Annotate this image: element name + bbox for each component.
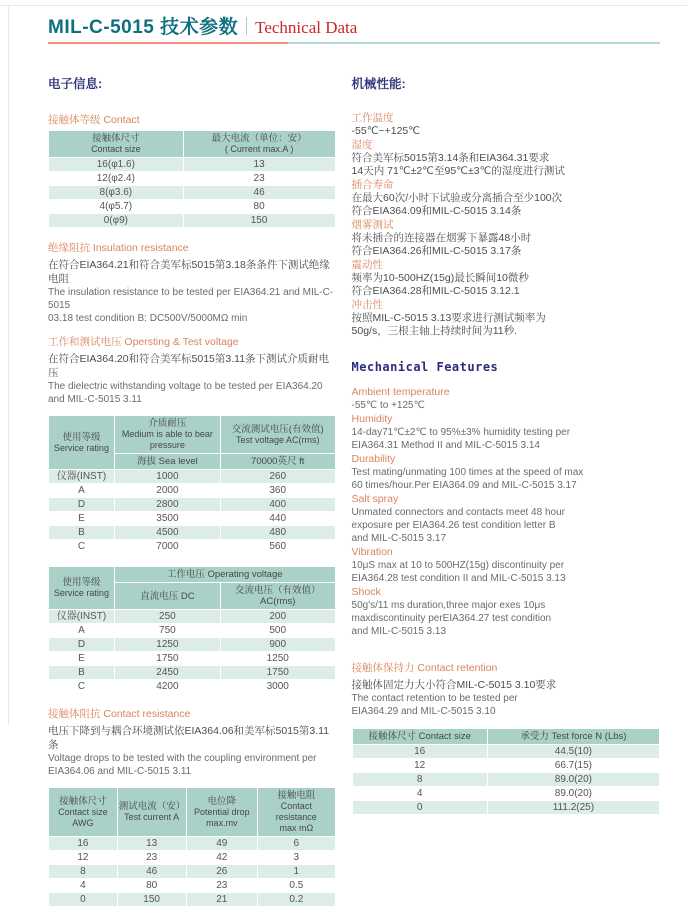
- table-header-cell: 接触体尺寸 Contact size AWG: [49, 788, 118, 837]
- table-cell: 3000: [220, 680, 335, 694]
- shock-section-zh: 冲击性 按照MIL-C-5015 3.13要求进行测试频率为 50g/s，三根主轴上持续时间为11秒.: [351, 299, 546, 337]
- humidity-section-zh: 湿度 符合美军标5015第3.14条和EIA364.31要求 14天内 71℃±2℃至95℃±3℃的湿度进行测试: [351, 139, 565, 177]
- table-cell: 21: [186, 893, 258, 907]
- table-header-cell: 接触体尺寸 Contact size: [352, 729, 487, 745]
- table-cell: 16: [352, 745, 487, 759]
- table-cell: 46: [117, 865, 186, 879]
- table-cell: 42: [186, 851, 258, 865]
- table-cell: 3: [258, 851, 335, 865]
- table-cell: 23: [117, 851, 186, 865]
- table-header-row: [49, 788, 336, 837]
- table-cell: B: [49, 666, 115, 680]
- table-cell: 12: [49, 851, 118, 865]
- vibration-section-en: Vibration 10μS max at 10 to 500HZ(15g) discontinuity per EIA364.28 test condition II and MIL-C-5015 3.13: [351, 546, 566, 584]
- table-cell: 200: [220, 610, 335, 624]
- insulation-resistance-text-en2: 03.18 test condition B: DC500V/5000MΩ min: [48, 313, 248, 324]
- table-cell: B: [49, 526, 115, 540]
- vibration-section-zh: 震动性 频率为10-500HZ(15g)最长瞬间10微秒 符合EIA364.28和MIL-C-5015 3.12.1: [351, 259, 529, 297]
- shock-section-en: Shock 50g's/11 ms duration,three major exes 10μs maxdiscontinuity perEIA364.27 test condition and MIL-C-5015 3.13: [351, 586, 552, 637]
- table-cell: A: [49, 484, 115, 498]
- table-cell: 400: [220, 498, 335, 512]
- contact-current-table: [48, 130, 336, 228]
- table-cell: 480: [220, 526, 335, 540]
- table-header-cell: 使用等级 Service rating: [49, 416, 115, 470]
- table-cell: 12: [352, 759, 487, 773]
- table-row: [49, 879, 336, 893]
- table-row: [49, 512, 336, 526]
- test-voltage-text-en2: and MIL-C-5015 3.11: [48, 394, 142, 405]
- table-cell: 2450: [114, 666, 220, 680]
- table-row: [49, 172, 336, 186]
- table-row: [49, 837, 336, 851]
- mechanical-info-column: [352, 74, 660, 919]
- table-cell: 13: [183, 158, 335, 172]
- table-header-cell: 承受力 Test force N (Lbs): [487, 729, 659, 745]
- table-cell: 4(φ5.7): [49, 200, 184, 214]
- table-cell: 13: [117, 837, 186, 851]
- table-cell: 1: [258, 865, 335, 879]
- mechanical-heading: 机械性能:: [351, 77, 406, 91]
- table-cell: 66.7(15): [487, 759, 659, 773]
- mechanical-features-heading: Mechanical Features: [351, 360, 499, 374]
- contact-resistance-text-en2: EIA364.06 and MIL-C-5015 3.11: [48, 766, 192, 777]
- contact-retention-section: [352, 660, 660, 718]
- table-cell: 26: [186, 865, 258, 879]
- contact-resistance-text-en: Voltage drops to be tested with the coupling environment per: [48, 753, 317, 764]
- contact-resistance-section: [48, 706, 336, 778]
- table-cell: D: [49, 498, 115, 512]
- work-temperature-section: 工作温度 -55℃~+125℃: [351, 112, 421, 137]
- table-cell: 23: [183, 172, 335, 186]
- table-row: [49, 484, 336, 498]
- table-cell: 440: [220, 512, 335, 526]
- contact-resistance-text-zh: 电压下降到与耦合环境测试依EIA364.06和美军标5015第3.11条: [48, 725, 330, 751]
- table-header-cell: 直流电压 DC: [114, 583, 220, 610]
- table-row: [49, 680, 336, 694]
- test-voltage-label: 工作和测试电压 Opersting & Test voltage: [48, 336, 239, 348]
- table-cell: 4: [352, 787, 487, 801]
- insulation-resistance-text-en: The insulation resistance to be tested per EIA364.21 and MIL-C-5015: [48, 287, 334, 311]
- table-cell: 80: [183, 200, 335, 214]
- table-cell: 44.5(10): [487, 745, 659, 759]
- table-cell: 0(φ9): [49, 214, 184, 228]
- table-header-cell: 最大电流（单位：安） ( Current max.A ): [183, 131, 335, 158]
- salt-spray-section-zh: 烟雾测试 将未插合的连接器在烟雾下暴露48小时 符合EIA364.26和MIL-C-5015 3.17条: [351, 219, 532, 257]
- table-cell: 80: [117, 879, 186, 893]
- table-cell: 89.0(20): [487, 787, 659, 801]
- contact-retention-text-en: The contact retention to be tested per: [351, 693, 518, 704]
- table-cell: 0: [49, 893, 118, 907]
- table-row: [49, 666, 336, 680]
- table-cell: 250: [114, 610, 220, 624]
- durability-section-en: Durability Test mating/unmating 100 times at the speed of max 60 times/hour.Per EIA364.09 and MIL-C-5015 3.17: [351, 453, 584, 491]
- datasheet-page: [48, 12, 660, 919]
- contact-resistance-label: 接触体阻抗 Contact resistance: [48, 708, 191, 720]
- ambient-temperature-section: Ambient temperature -55℃ to +125℃: [351, 386, 450, 411]
- table-header-cell: 海拔 Sea level: [114, 454, 220, 470]
- table-cell: 2000: [114, 484, 220, 498]
- table-cell: 1750: [220, 666, 335, 680]
- table-header-row: [49, 416, 336, 454]
- title-divider: [246, 17, 247, 35]
- table-header-cell: 交流测试电压(有效值) Test voltage AC(rms): [220, 416, 335, 454]
- title-zh: MIL-C-5015 技术参数: [48, 17, 239, 38]
- contact-section-label: 接触体等级 Contact: [48, 114, 140, 126]
- table-cell: 16: [49, 837, 118, 851]
- table-cell: C: [49, 680, 115, 694]
- table-row: [49, 893, 336, 907]
- table-row: [49, 470, 336, 484]
- humidity-section-en: Humidity 14-day71℃±2℃ to 95%±3% humidity testing per EIA364.31 Method II and MIL-C-5015 3.14: [351, 413, 571, 451]
- table-cell: 1250: [114, 638, 220, 652]
- table-cell: 500: [220, 624, 335, 638]
- table-cell: 260: [220, 470, 335, 484]
- table-header-cell: 交流电压（有效值） AC(rms): [220, 583, 335, 610]
- table-cell: 750: [114, 624, 220, 638]
- table-cell: 0.2: [258, 893, 335, 907]
- table-cell: 150: [117, 893, 186, 907]
- page-top-edge: [0, 5, 687, 6]
- table-row: [49, 498, 336, 512]
- table-cell: D: [49, 638, 115, 652]
- test-voltage-text-zh: 在符合EIA364.20和符合美军标5015第3.11条下测试介质耐电压: [48, 353, 330, 379]
- table-header-cell: 接触体尺寸 Contact size: [49, 131, 184, 158]
- test-voltage-text-en: The dielectric withstanding voltage to be tested per EIA364.20: [48, 381, 323, 392]
- table-cell: 2800: [114, 498, 220, 512]
- table-cell: 仪器(INST): [49, 610, 115, 624]
- table-header-row: [49, 567, 336, 583]
- table-cell: 1750: [114, 652, 220, 666]
- table-row: [49, 652, 336, 666]
- table-header-cell: 介质耐压 Medium is able to bear pressure: [114, 416, 220, 454]
- table-cell: C: [49, 540, 115, 554]
- contact-resistance-table: [48, 787, 336, 907]
- table-cell: A: [49, 624, 115, 638]
- table-row: [49, 526, 336, 540]
- table-header-cell: 接触电阻 Contact resistance max mΩ: [258, 788, 335, 837]
- insulation-resistance-section: [48, 240, 336, 325]
- table-row: [49, 610, 336, 624]
- table-cell: 4: [49, 879, 118, 893]
- insulation-resistance-label: 绝缘阻抗 Insulation resistance: [48, 242, 189, 254]
- table-cell: 49: [186, 837, 258, 851]
- table-row: [352, 773, 659, 787]
- title-underline-red: [48, 42, 288, 44]
- title-underline: [48, 42, 660, 44]
- table-cell: 23: [186, 879, 258, 893]
- table-header-cell: 工作电压 Operating voltage: [114, 567, 335, 583]
- table-header-cell: 电位降 Potential drop max.mv: [186, 788, 258, 837]
- test-voltage-table: [48, 415, 336, 554]
- test-voltage-section: [48, 334, 336, 406]
- title-en: Technical Data: [255, 18, 358, 37]
- mating-life-section-zh: 插合寿命 在最大60次/小时下试验或分离插合至少100次 符合EIA364.09和MIL-C-5015 3.14条: [351, 179, 563, 217]
- table-header-row: [352, 729, 659, 745]
- table-header-cell: 测试电流（安） Test current A: [117, 788, 186, 837]
- page-left-edge: [8, 5, 9, 725]
- table-row: [49, 158, 336, 172]
- table-cell: 560: [220, 540, 335, 554]
- table-cell: 7000: [114, 540, 220, 554]
- table-cell: 仪器(INST): [49, 470, 115, 484]
- table-row: [49, 186, 336, 200]
- table-cell: 1000: [114, 470, 220, 484]
- table-row: [352, 759, 659, 773]
- contact-retention-table: [352, 728, 660, 815]
- table-row: [49, 851, 336, 865]
- table-cell: 3500: [114, 512, 220, 526]
- table-cell: 8(φ3.6): [49, 186, 184, 200]
- electronic-info-column: [48, 74, 336, 919]
- insulation-resistance-text-zh: 在符合EIA364.21和符合美军标5015第3.18条条件下测试绝缘电阻: [48, 259, 330, 285]
- table-header-cell: 使用等级 Service rating: [49, 567, 115, 610]
- table-header-cell: 70000英尺 ft: [220, 454, 335, 470]
- table-header-row: [49, 131, 336, 158]
- table-cell: 46: [183, 186, 335, 200]
- contact-retention-label: 接触体保持力 Contact retention: [351, 662, 498, 674]
- table-cell: 0.5: [258, 879, 335, 893]
- table-cell: 6: [258, 837, 335, 851]
- table-row: [352, 745, 659, 759]
- table-row: [49, 638, 336, 652]
- table-cell: 4500: [114, 526, 220, 540]
- table-row: [49, 200, 336, 214]
- operating-voltage-table: [48, 566, 336, 694]
- table-cell: 4200: [114, 680, 220, 694]
- page-title: [48, 12, 660, 39]
- table-cell: 16(φ1.6): [49, 158, 184, 172]
- contact-retention-text-en2: EIA364.29 and MIL-C-5015 3.10: [351, 706, 496, 717]
- table-row: [49, 865, 336, 879]
- salt-spray-section-en: Salt spray Unmated connectors and contacts meet 48 hour exposure per EIA364.26 test condition letter B and MIL-C-5015 3.17: [351, 493, 565, 544]
- table-cell: 0: [352, 801, 487, 815]
- table-cell: 111.2(25): [487, 801, 659, 815]
- table-cell: 360: [220, 484, 335, 498]
- table-row: [49, 214, 336, 228]
- contact-retention-text-zh: 接触体固定力大小符合MIL-C-5015 3.10要求: [351, 679, 557, 691]
- title-underline-teal: [288, 42, 660, 44]
- table-row: [352, 787, 659, 801]
- table-cell: 8: [49, 865, 118, 879]
- table-row: [352, 801, 659, 815]
- table-cell: 150: [183, 214, 335, 228]
- table-row: [49, 540, 336, 554]
- table-cell: E: [49, 512, 115, 526]
- table-row: [49, 624, 336, 638]
- table-cell: 89.0(20): [487, 773, 659, 787]
- table-cell: E: [49, 652, 115, 666]
- table-cell: 12(φ2.4): [49, 172, 184, 186]
- table-cell: 900: [220, 638, 335, 652]
- table-cell: 8: [352, 773, 487, 787]
- electronic-info-heading: 电子信息:: [48, 77, 103, 91]
- table-cell: 1250: [220, 652, 335, 666]
